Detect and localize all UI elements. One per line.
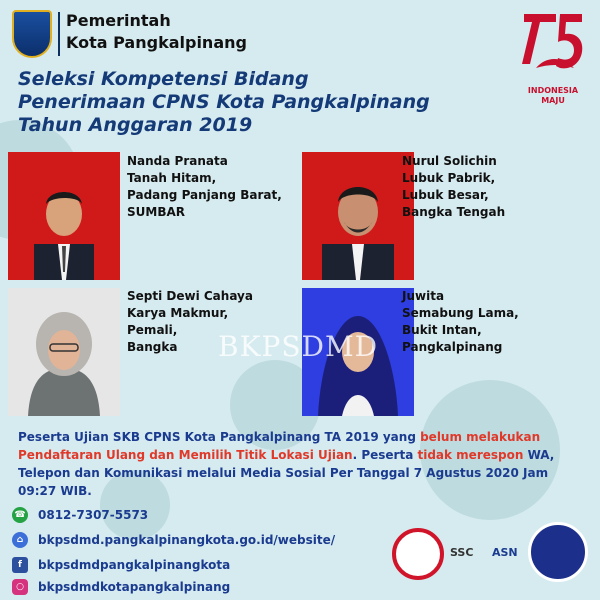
contact-facebook[interactable] (12, 556, 230, 574)
header-title-line2: Kota Pangkalpinang (66, 33, 247, 52)
indonesia-75-logo (516, 8, 590, 104)
participant-name: Juwita (402, 289, 445, 303)
notice-text (18, 428, 588, 500)
participant-address: Tanah Hitam, (127, 171, 217, 185)
anniversary-label-line2: MAJU (541, 96, 565, 105)
heading-line1: Seleksi Kompetensi Bidang (18, 68, 309, 90)
participant-address: Karya Makmur, (127, 306, 229, 320)
participant-name: Septi Dewi Cahaya (127, 289, 253, 303)
anniversary-label-line1: INDONESIA (527, 86, 579, 95)
contact-text: 0812-7307-5573 (38, 508, 149, 522)
participant-address: Lubuk Besar, (402, 188, 489, 202)
participant-photo (8, 288, 120, 416)
whatsapp-icon: ☎ (12, 507, 28, 523)
stop-corona-logo (392, 528, 444, 580)
contact-text: bkpsdmdkotapangkalpinang (38, 580, 231, 594)
participant-photo (8, 152, 120, 280)
participant-address: Pangkalpinang (402, 340, 503, 354)
anniversary-75-icon (516, 8, 590, 82)
participant-address: Bangka Tengah (402, 205, 506, 219)
participant-info (402, 153, 505, 221)
participant-name: Nurul Solichin (402, 154, 497, 168)
participant-info (402, 288, 519, 356)
notice-highlight: belum melakukan Pendaftaran Ulang dan Memilih Titik Lokasi Ujian (18, 430, 541, 462)
participant-address: Bukit Intan, (402, 323, 482, 337)
participant-name: Nanda Pranata (127, 154, 228, 168)
contact-whatsapp[interactable] (12, 506, 148, 524)
facebook-icon: f (12, 557, 28, 573)
header-title-line1: Pemerintah (66, 11, 171, 30)
header-divider (58, 12, 60, 56)
participant-address: Pemali, (127, 323, 178, 337)
notice-part5: WA, Telepon dan Komunikasi melalui Media Sosial Per Tanggal 7 Agustus 2020 Jam 09:27 WIB. (18, 448, 555, 498)
participant-address: Padang Panjang Barat, (127, 188, 282, 202)
participant-info (127, 153, 282, 221)
agency-seal-logo (528, 522, 588, 582)
participant-photo (302, 152, 414, 280)
participant-address: SUMBAR (127, 205, 186, 219)
participant-address: Bangka (127, 340, 178, 354)
contact-website[interactable] (12, 531, 335, 549)
ssc-logo: SSC (450, 546, 474, 559)
participant-address: Lubuk Pabrik, (402, 171, 496, 185)
web-icon: ⌂ (12, 532, 28, 548)
notice-highlight: tidak merespon (417, 448, 524, 462)
heading-line2: Penerimaan CPNS Kota Pangkalpinang (18, 91, 430, 113)
participant-address: Semabung Lama, (402, 306, 519, 320)
city-logo (12, 10, 52, 58)
page-heading (18, 68, 430, 137)
header-title (66, 10, 247, 54)
notice-part3: . Peserta (352, 448, 418, 462)
watermark: BKPSDMD (218, 330, 379, 363)
contact-text: bkpsdmdpangkalpinangkota (38, 558, 231, 572)
asn-logo: ASN (492, 546, 518, 559)
notice-part1: Peserta Ujian SKB CPNS Kota Pangkalpinang TA 2019 yang (18, 430, 421, 444)
contact-instagram[interactable] (12, 578, 230, 596)
contact-text: bkpsdmd.pangkalpinangkota.go.id/website/ (38, 533, 336, 547)
instagram-icon: ○ (12, 579, 28, 595)
heading-line3: Tahun Anggaran 2019 (18, 114, 253, 136)
